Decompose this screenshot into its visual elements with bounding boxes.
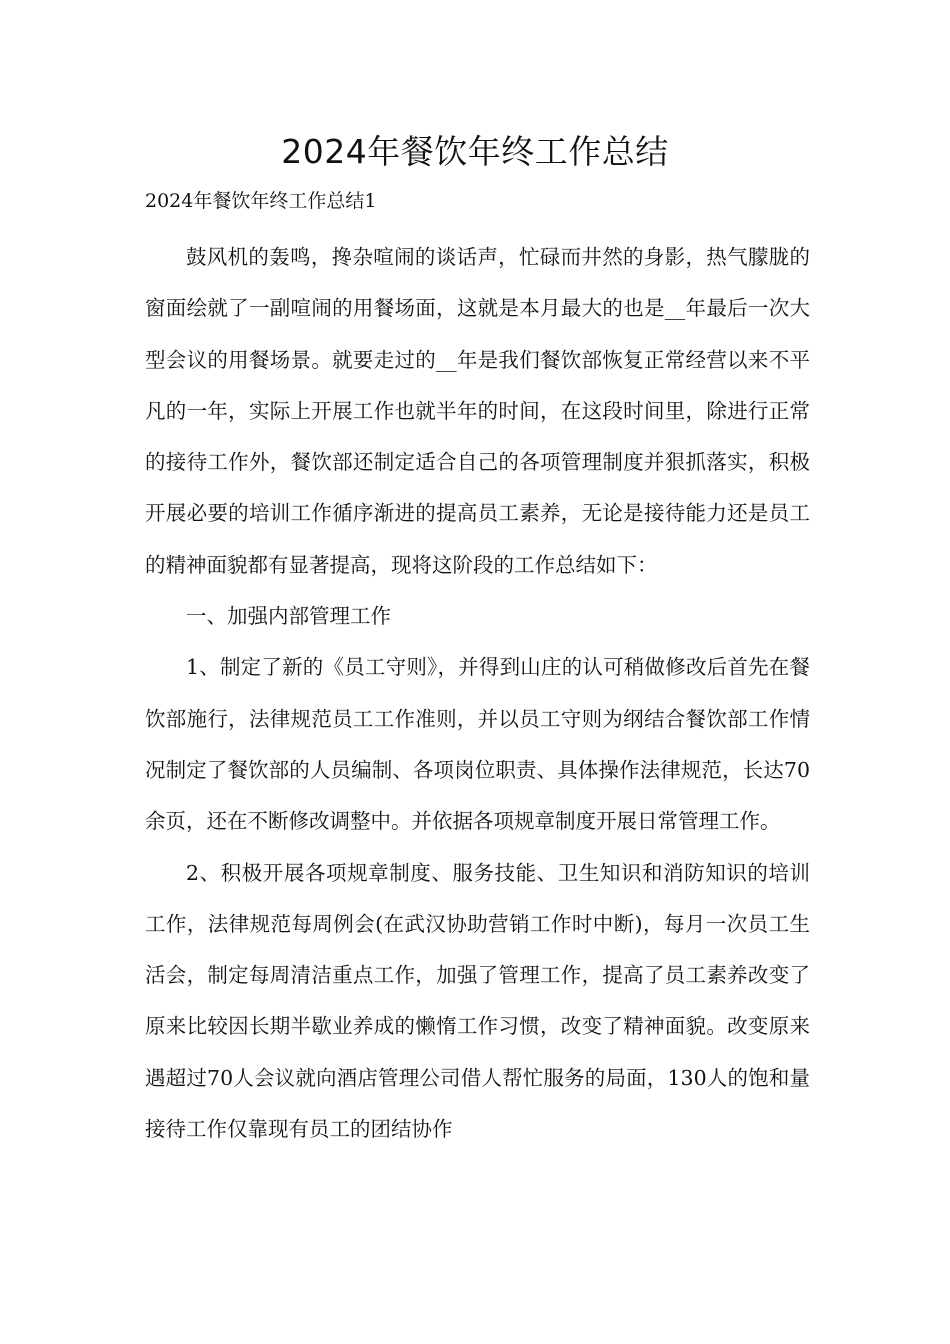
document-body: [145, 232, 810, 1155]
paragraph-item-1: 1、制定了新的《员工守则》，并得到山庄的认可稍做修改后首先在餐饮部施行，法律规范员工工作准则，并以员工守则为纲结合餐饮部工作情况制定了餐饮部的人员编制、各项岗位职责、具体操作法律规范，长达70余页，还在不断修改调整中。并依据各项规章制度开展日常管理工作。: [145, 655, 810, 834]
section-heading: 一、加强内部管理工作: [186, 604, 391, 629]
paragraph-intro: 鼓风机的轰鸣，搀杂喧闹的谈话声，忙碌而井然的身影，热气朦胧的窗面绘就了一副喧闹的用餐场面，这就是本月最大的也是__年最后一次大型会议的用餐场景。就要走过的__年是我们餐饮部恢复正常经营以来不平凡的一年，实际上开展工作也就半年的时间，在这段时间里，除进行正常的接待工作外，餐饮部还制定适合自己的各项管理制度并狠抓落实，积极开展必要的培训工作循序渐进的提高员工素养，无论是接待能力还是员工的精神面貌都有显著提高，现将这阶段的工作总结如下：: [145, 245, 810, 577]
document-title: 2024年餐饮年终工作总结: [281, 132, 669, 171]
paragraph-item-2: 2、积极开展各项规章制度、服务技能、卫生知识和消防知识的培训工作，法律规范每周例会(在武汉协助营销工作时中断)，每月一次员工生活会，制定每周清洁重点工作，加强了管理工作，提高了员工素养改变了原来比较因长期半歇业养成的懒惰工作习惯，改变了精神面貌。改变原来遇超过70人会议就向酒店管理公司借人帮忙服务的局面，130人的饱和量接待工作仅靠现有员工的团结协作: [145, 860, 810, 1142]
document-subtitle: 2024年餐饮年终工作总结1: [145, 190, 377, 212]
